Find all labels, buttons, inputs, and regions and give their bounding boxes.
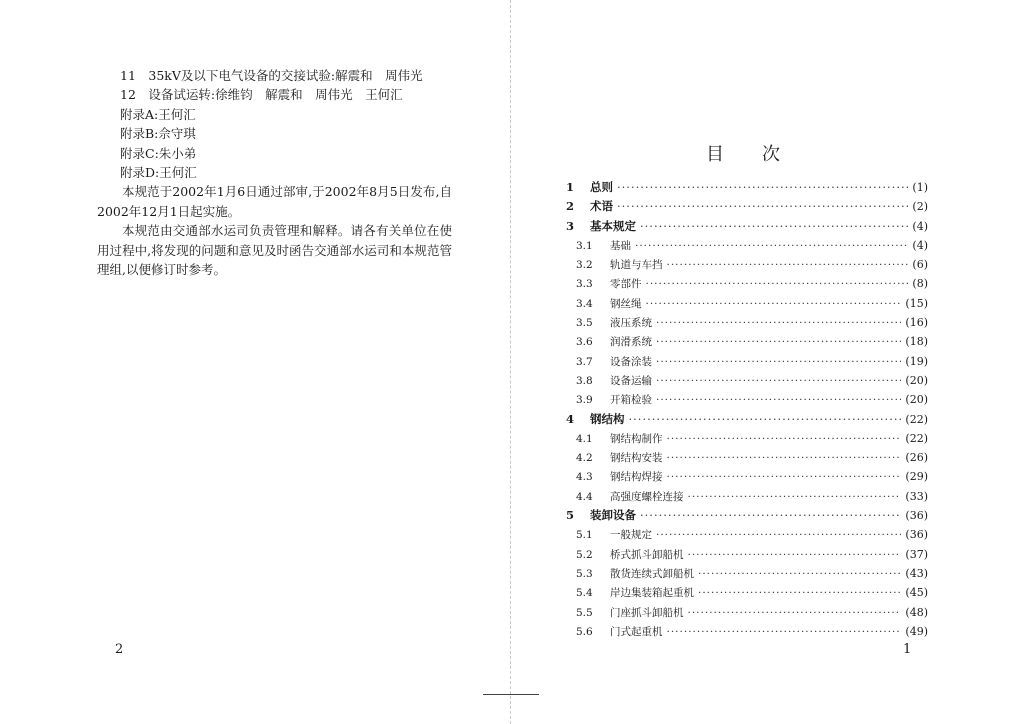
book-spine-divider bbox=[510, 0, 511, 724]
credit-line: 12 设备试运转:徐维钧 解震和 周伟光 王何汇 bbox=[120, 87, 403, 103]
toc-section-entry[interactable] bbox=[566, 371, 928, 390]
toc-entry-number: 5.2 bbox=[576, 548, 593, 561]
toc-entry-number: 1 bbox=[566, 180, 575, 194]
toc-entry-title: 岸边集装箱起重机 bbox=[610, 587, 694, 600]
toc-entry-number: 3.8 bbox=[576, 374, 593, 387]
toc-entry-page: (22) bbox=[905, 431, 928, 445]
toc-entry-title: 总则 bbox=[590, 180, 613, 194]
toc-entry-page: (29) bbox=[905, 470, 928, 484]
toc-entry-number: 3.7 bbox=[576, 355, 593, 368]
toc-entry-title: 润滑系统 bbox=[610, 336, 652, 349]
credit-line: 附录C:朱小弟 bbox=[120, 145, 197, 161]
toc-entry-title: 设备涂装 bbox=[610, 355, 652, 368]
toc-leader-dots bbox=[656, 333, 901, 352]
toc-entry-page: (15) bbox=[905, 296, 928, 310]
toc-leader-dots bbox=[617, 178, 908, 197]
toc-leader-dots bbox=[646, 275, 909, 294]
toc-entry-number: 5 bbox=[566, 508, 575, 523]
toc-entry-page: (18) bbox=[905, 335, 928, 349]
toc-entry-title: 设备运输 bbox=[610, 374, 652, 387]
toc-entry-number: 5.1 bbox=[576, 529, 593, 542]
toc-entry-title: 术语 bbox=[590, 199, 613, 214]
toc-leader-dots bbox=[646, 295, 902, 314]
toc-entry-title: 轨道与车挡 bbox=[610, 259, 663, 272]
toc-chapter-entry[interactable] bbox=[566, 178, 928, 197]
toc-section-entry[interactable] bbox=[566, 255, 928, 274]
toc-entry-page: (4) bbox=[912, 219, 928, 233]
toc-entry-title: 钢结构 bbox=[590, 411, 625, 426]
toc-entry-number: 3.2 bbox=[576, 259, 593, 272]
toc-leader-dots bbox=[667, 256, 909, 275]
toc-entry-title: 基本规定 bbox=[590, 218, 636, 233]
toc-entry-page: (36) bbox=[905, 528, 928, 542]
toc-leader-dots bbox=[688, 604, 902, 623]
left-page-number: 2 bbox=[115, 642, 124, 657]
toc-leader-dots bbox=[688, 488, 902, 507]
toc-leader-dots bbox=[667, 623, 902, 642]
toc-entry-page: (22) bbox=[905, 412, 928, 426]
toc-chapter-entry[interactable] bbox=[566, 410, 928, 429]
toc-entry-number: 3.3 bbox=[576, 278, 593, 291]
toc-leader-dots bbox=[698, 584, 901, 603]
toc-entry-page: (43) bbox=[905, 566, 928, 580]
toc-entry-number: 5.6 bbox=[576, 625, 593, 638]
management-paragraph: 本规范由交通部水运司负责管理和解释。请各有关单位在使用过程中,将发现的问题和意见及时函告交通部水运司和本规范管理组,以便修订时参考。 bbox=[97, 223, 452, 277]
toc-section-entry[interactable] bbox=[566, 274, 928, 293]
toc-entry-title: 装卸设备 bbox=[590, 508, 636, 523]
toc-entry-page: (45) bbox=[905, 586, 928, 600]
toc-entry-title: 钢结构制作 bbox=[610, 432, 663, 445]
toc-entry-page: (20) bbox=[905, 393, 928, 407]
toc-leader-dots bbox=[617, 197, 908, 216]
toc-entry-page: (6) bbox=[912, 258, 928, 272]
toc-entry-number: 4 bbox=[566, 411, 575, 426]
toc-section-entry[interactable] bbox=[566, 525, 928, 544]
toc-entry-title: 液压系统 bbox=[610, 317, 652, 330]
toc-section-entry[interactable] bbox=[566, 487, 928, 506]
toc-entry-page: (48) bbox=[905, 605, 928, 619]
toc-entry-title: 高强度螺栓连接 bbox=[610, 490, 684, 503]
toc-leader-dots bbox=[656, 314, 901, 333]
toc-entry-page: (37) bbox=[905, 547, 928, 561]
toc-entry-title: 一般规定 bbox=[610, 529, 652, 542]
toc-chapter-entry[interactable] bbox=[566, 197, 928, 216]
toc-entry-title: 零部件 bbox=[610, 278, 642, 291]
toc-section-entry[interactable] bbox=[566, 429, 928, 448]
toc-entry-title: 门式起重机 bbox=[610, 625, 663, 638]
toc-entry-number: 3 bbox=[566, 218, 575, 233]
toc-entry-number: 4.1 bbox=[576, 432, 593, 445]
toc-leader-dots bbox=[640, 217, 908, 236]
toc-entry-title: 钢结构焊接 bbox=[610, 471, 663, 484]
toc-entry-number: 5.3 bbox=[576, 567, 593, 580]
toc-leader-dots bbox=[667, 449, 902, 468]
toc-leader-dots bbox=[629, 410, 902, 429]
toc-entry-page: (49) bbox=[905, 624, 928, 638]
toc-leader-dots bbox=[640, 506, 901, 525]
toc-section-entry[interactable] bbox=[566, 313, 928, 332]
toc-entry-number: 3.1 bbox=[576, 239, 593, 252]
toc-entry-number: 4.3 bbox=[576, 471, 593, 484]
toc-entry-page: (2) bbox=[912, 200, 928, 214]
approval-paragraph: 本规范于2002年1月6日通过部审,于2002年8月5日发布,自2002年12月1日起实施。 bbox=[97, 184, 452, 219]
toc-section-entry[interactable] bbox=[566, 352, 928, 371]
toc-section-entry[interactable] bbox=[566, 332, 928, 351]
toc-entry-page: (36) bbox=[905, 509, 928, 523]
toc-entry-page: (16) bbox=[905, 316, 928, 330]
toc-entry-number: 3.4 bbox=[576, 297, 593, 310]
credit-line: 附录A:王何汇 bbox=[120, 106, 196, 122]
toc-entry-number: 3.9 bbox=[576, 394, 593, 407]
toc-leader-dots bbox=[656, 391, 901, 410]
credit-line: 附录B:佘守琪 bbox=[120, 126, 196, 142]
toc-entry-page: (33) bbox=[905, 489, 928, 503]
toc-leader-dots bbox=[688, 546, 902, 565]
toc-section-entry[interactable] bbox=[566, 564, 928, 583]
toc-section-entry[interactable] bbox=[566, 583, 928, 602]
toc-entry-page: (26) bbox=[905, 451, 928, 465]
toc-leader-dots bbox=[667, 430, 902, 449]
table-of-contents bbox=[566, 178, 928, 641]
toc-entry-title: 桥式抓斗卸船机 bbox=[610, 548, 684, 561]
toc-entry-number: 3.6 bbox=[576, 336, 593, 349]
credit-line: 附录D:王何汇 bbox=[120, 164, 197, 180]
toc-section-entry[interactable] bbox=[566, 545, 928, 564]
toc-section-entry[interactable] bbox=[566, 294, 928, 313]
toc-entry-number: 4.4 bbox=[576, 490, 593, 503]
toc-entry-number: 5.5 bbox=[576, 606, 593, 619]
toc-chapter-entry[interactable] bbox=[566, 506, 928, 525]
left-page bbox=[0, 0, 510, 724]
toc-section-entry[interactable] bbox=[566, 467, 928, 486]
toc-title: 目次 bbox=[706, 144, 818, 165]
toc-section-entry[interactable] bbox=[566, 236, 928, 255]
toc-entry-number: 3.5 bbox=[576, 317, 593, 330]
right-page-number: 1 bbox=[903, 642, 912, 657]
toc-entry-page: (19) bbox=[905, 354, 928, 368]
toc-entry-number: 4.2 bbox=[576, 452, 593, 465]
toc-entry-page: (8) bbox=[912, 277, 928, 291]
right-page bbox=[512, 0, 1024, 724]
toc-entry-title: 基础 bbox=[610, 239, 631, 252]
toc-entry-title: 门座抓斗卸船机 bbox=[610, 606, 684, 619]
toc-leader-dots bbox=[667, 468, 902, 487]
toc-entry-title: 散货连续式卸船机 bbox=[610, 567, 694, 580]
toc-section-entry[interactable] bbox=[566, 448, 928, 467]
toc-entry-number: 2 bbox=[566, 199, 575, 214]
credits-block bbox=[97, 66, 460, 279]
toc-chapter-entry[interactable] bbox=[566, 217, 928, 236]
toc-section-entry[interactable] bbox=[566, 622, 928, 641]
credit-line: 11 35kV及以下电气设备的交接试验:解震和 周伟光 bbox=[120, 68, 423, 83]
toc-leader-dots bbox=[656, 353, 901, 372]
toc-entry-page: (1) bbox=[912, 181, 928, 194]
toc-entry-title: 钢结构安装 bbox=[610, 452, 663, 465]
toc-leader-dots bbox=[698, 565, 901, 584]
toc-section-entry[interactable] bbox=[566, 390, 928, 409]
toc-leader-dots bbox=[635, 237, 908, 256]
toc-entry-page: (4) bbox=[912, 238, 928, 252]
toc-entry-number: 5.4 bbox=[576, 587, 593, 600]
toc-leader-dots bbox=[656, 372, 901, 391]
toc-entry-title: 钢丝绳 bbox=[610, 297, 642, 310]
toc-section-entry[interactable] bbox=[566, 603, 928, 622]
toc-entry-page: (20) bbox=[905, 373, 928, 387]
toc-entry-title: 开箱检验 bbox=[610, 394, 652, 407]
toc-leader-dots bbox=[656, 526, 901, 545]
